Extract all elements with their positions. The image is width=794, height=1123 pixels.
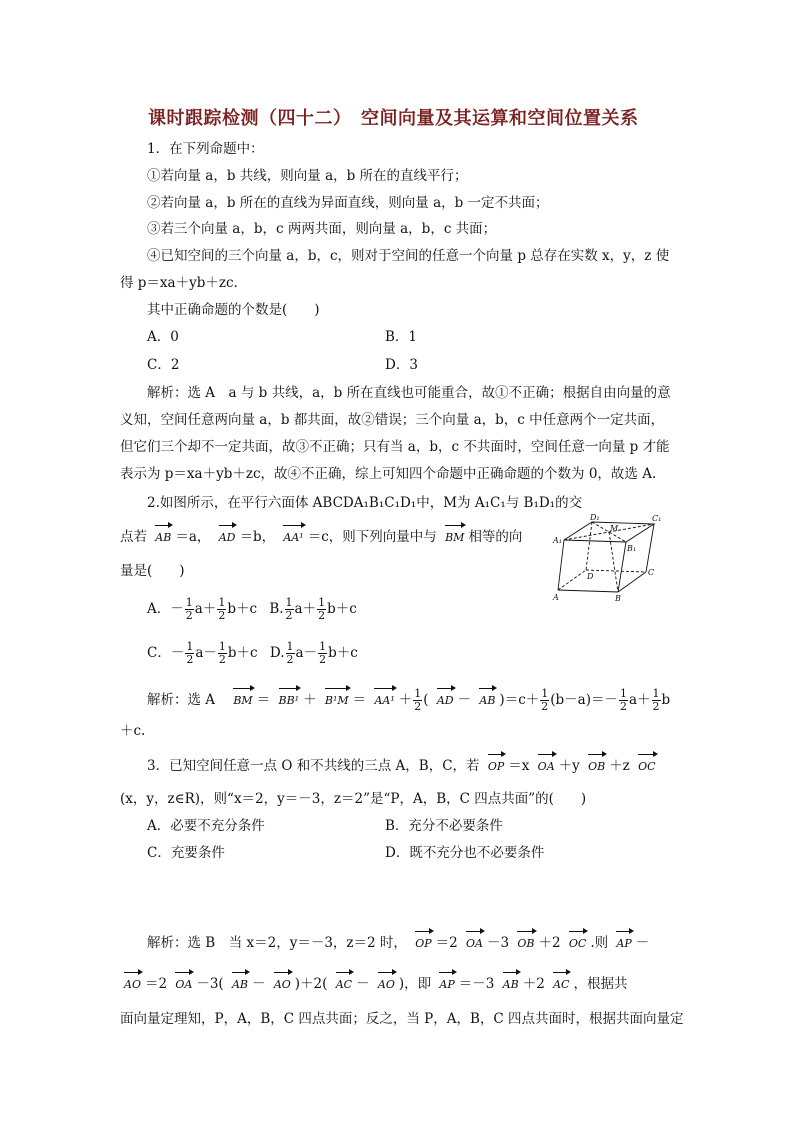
vector-oa: OA <box>538 758 555 776</box>
frac-num: 1 <box>318 596 326 609</box>
frac-den: 2 <box>186 653 194 666</box>
q3-text: ＝x <box>508 758 530 774</box>
fraction-one-half <box>185 641 194 666</box>
frac-num: 1 <box>319 640 327 653</box>
q3-stem-line-2: (x，y，z∈R)，则“x＝2，y＝－3，z＝2”是“P，A，B，C 四点共面”的( ) <box>120 791 587 807</box>
q2-stem-line-1: 2.如图所示，在平行六面体 ABCDA₁B₁C₁D₁中，M为 A₁C₁与 B₁D₁的交 <box>147 495 583 511</box>
vector-oa: OA <box>466 935 483 953</box>
frac-num: 1 <box>218 596 226 609</box>
figure-edge <box>618 542 626 592</box>
q1-solution-line-2: 义知，空间任意两向量 a，b 都共面，故②错误；三个向量 a，b，c 中任意两个一定共面， <box>120 412 665 428</box>
q3-text: ＋z <box>609 758 630 774</box>
option-label: A．－ <box>147 601 184 617</box>
vector-op: OP <box>415 935 431 953</box>
q3-text: )＋2( <box>294 976 328 992</box>
frac-den: 2 <box>652 700 660 713</box>
q2-options-row-2 <box>147 641 358 666</box>
q3-text: .则 <box>590 935 609 951</box>
q2-text: ＝c，则下列向量中与 <box>307 529 437 545</box>
option-text: a－ <box>195 645 217 661</box>
q2-text: 点若 <box>120 529 147 545</box>
q1-option-b: B．1 <box>385 329 418 345</box>
vector-ac: AC <box>336 976 352 994</box>
vector-ac: AC <box>553 976 569 994</box>
vector-op: OP <box>488 758 504 776</box>
q2-option-a <box>147 596 258 622</box>
q2-options-row-1 <box>147 597 357 622</box>
q1-solution-line-3: 但它们三个却不一定共面，故③不正确；只有当 a，b，c 不共面时，空间任意一向量 p 才能 <box>120 439 670 455</box>
frac-num: 1 <box>186 640 194 653</box>
q2-text: b <box>661 692 671 708</box>
figure-edge <box>618 572 646 592</box>
vector-oc: OC <box>638 758 655 776</box>
q3-text: 3．已知空间任意一点 O 和不共线的三点 A，B，C，若 <box>147 758 480 774</box>
q3-stem-line-1 <box>147 757 660 776</box>
fraction-one-half <box>218 641 227 666</box>
q3-text: ＋2 <box>522 976 545 992</box>
vector-ao: AO <box>378 976 395 994</box>
label-b: B <box>615 594 621 603</box>
q2-text: ＝a， <box>175 529 211 545</box>
q3-text: 解析：选 B 当 x＝2，y＝－3，z＝2 时， <box>147 935 407 951</box>
q1-proposition-4: ④已知空间的三个向量 a，b，c，则对于空间的任意一个向量 p 总存在实数 x，y，z 使 <box>147 248 670 264</box>
q3-text: ＝－3 <box>458 976 495 992</box>
vector-ap: AP <box>439 976 454 994</box>
q3-option-a: A．必要不充分条件 <box>147 818 265 834</box>
q2-option-d <box>269 640 358 666</box>
q2-text: ＝ <box>256 692 271 708</box>
fraction-one-half <box>540 688 549 713</box>
option-text: a＋ <box>194 601 217 617</box>
vector-ao: AO <box>274 976 291 994</box>
parallelepiped-figure <box>552 512 672 604</box>
vector-ad: AD <box>219 529 236 547</box>
vector-b1m: B¹M <box>325 692 349 710</box>
figure-edge <box>558 590 618 592</box>
frac-num: 1 <box>218 640 226 653</box>
frac-den: 2 <box>319 653 327 666</box>
frac-num: 1 <box>541 687 549 700</box>
frac-num: 1 <box>185 596 193 609</box>
fraction-one-half <box>318 641 327 666</box>
label-c: C <box>648 568 655 577</box>
q3-solution-line-2 <box>120 975 627 994</box>
q2-text: ＝ <box>352 692 367 708</box>
figure-hidden-edge <box>609 532 618 592</box>
q1-stem: 1．在下列命题中： <box>147 141 264 157</box>
label-c1: C₁ <box>652 514 662 523</box>
q3-text: ＝2 <box>435 935 458 951</box>
vector-ob: OB <box>517 935 534 953</box>
figure-hidden-edge <box>586 522 592 570</box>
option-label: C．－ <box>147 645 185 661</box>
q2-solution-line-2: ＋c. <box>120 723 146 739</box>
vector-bm: BM <box>233 692 252 710</box>
q1-proposition-2: ②若向量 a，b 所在的直线为异面直线，则向量 a，b 一定不共面； <box>147 195 549 211</box>
vector-aa1: AA¹ <box>374 692 394 710</box>
frac-den: 2 <box>414 700 422 713</box>
frac-num: 1 <box>285 596 293 609</box>
figure-edge <box>558 540 564 590</box>
frac-num: 1 <box>414 687 422 700</box>
q2-text: a＋ <box>628 692 651 708</box>
frac-den: 2 <box>285 609 293 622</box>
option-text: b＋c <box>328 645 358 661</box>
vector-oc: OC <box>569 935 586 953</box>
vector-oa: OA <box>175 976 192 994</box>
frac-den: 2 <box>185 609 193 622</box>
vector-bb1: BB¹ <box>279 692 300 710</box>
q3-text: － <box>252 976 266 992</box>
q2-text: )＝c＋ <box>499 692 540 708</box>
q2-text: 相等的向 <box>468 529 523 545</box>
vector-ab: AB <box>479 692 495 710</box>
frac-den: 2 <box>218 653 226 666</box>
q3-option-d: D．既不充分也不必要条件 <box>385 845 545 861</box>
fraction-one-half <box>619 688 628 713</box>
q3-text: － <box>356 976 370 992</box>
fraction-one-half <box>286 641 295 666</box>
frac-den: 2 <box>218 609 226 622</box>
figure-hidden-edge <box>558 570 586 590</box>
q1-option-d: D．3 <box>385 357 418 373</box>
q2-stem-line-3: 量是( ) <box>120 563 185 579</box>
vector-bm: BM <box>445 529 464 547</box>
option-text: b＋c <box>227 601 258 617</box>
fraction-one-half <box>317 597 326 622</box>
q3-option-b: B．充分不必要条件 <box>385 818 503 834</box>
label-a1: A₁ <box>553 536 562 545</box>
frac-num: 1 <box>652 687 660 700</box>
q3-text: ，根据共 <box>573 976 628 992</box>
frac-den: 2 <box>619 700 627 713</box>
fraction-one-half <box>652 688 661 713</box>
page-title: 课时跟踪检测（四十二） 空间向量及其运算和空间位置关系 <box>148 108 639 129</box>
option-label: B. <box>269 601 284 617</box>
option-text: a＋ <box>294 601 317 617</box>
vector-ad: AD <box>437 692 454 710</box>
q3-text: －3( <box>196 976 224 992</box>
q1-question: 其中正确命题的个数是( ) <box>147 302 320 318</box>
frac-den: 2 <box>286 653 294 666</box>
q2-text: 解析：选 A <box>147 692 216 708</box>
label-d: D <box>587 572 594 581</box>
q1-proposition-3: ③若三个向量 a，b，c 两两共面，则向量 a，b，c 共面； <box>147 221 497 237</box>
vector-ab: AB <box>503 976 519 994</box>
q2-option-b <box>269 596 357 622</box>
q1-proposition-1: ①若向量 a，b 共线，则向量 a，b 所在的直线平行； <box>147 168 468 184</box>
option-text: b＋c <box>327 601 357 617</box>
q2-text: ＋ <box>303 692 317 708</box>
q3-text: －3 <box>487 935 510 951</box>
q3-solution-line-1 <box>147 934 649 953</box>
q2-text: ＝b， <box>239 529 276 545</box>
vector-ap: AP <box>616 935 631 953</box>
fraction-one-half <box>217 597 226 622</box>
vector-aa1: AA¹ <box>283 529 303 547</box>
option-text: b＋c <box>227 645 258 661</box>
label-a: A <box>553 593 559 602</box>
vector-ab: AB <box>232 976 248 994</box>
figure-hidden-edge <box>586 570 646 572</box>
fraction-one-half <box>285 597 294 622</box>
q1-option-a: A．0 <box>147 329 179 345</box>
option-label: D. <box>269 645 285 661</box>
frac-num: 1 <box>619 687 627 700</box>
vector-ab: AB <box>155 529 171 547</box>
option-text: a－ <box>295 645 318 661</box>
q3-text: )，即 <box>398 976 432 992</box>
vector-ob: OB <box>588 758 605 776</box>
frac-den: 2 <box>541 700 549 713</box>
q2-stem-line-2 <box>120 528 522 547</box>
frac-den: 2 <box>318 609 326 622</box>
figure-edge <box>646 524 654 572</box>
fraction-one-half <box>413 688 422 713</box>
q3-option-c: C．充要条件 <box>147 845 225 861</box>
q2-text: ＋ <box>398 692 413 708</box>
label-b1: B₁ <box>627 544 637 553</box>
q3-text: ＋y <box>558 758 580 774</box>
q1-option-c: C．2 <box>147 357 180 373</box>
q3-solution-line-3: 面向量定理知，P，A，B，C 四点共面；反之，当 P，A，B，C 四点共面时，根据共面向量定 <box>120 1011 684 1027</box>
frac-num: 1 <box>286 640 294 653</box>
q2-solution-line-1 <box>147 688 670 713</box>
q3-text: － <box>635 935 650 951</box>
q1-solution-line-4: 表示为 p＝xa＋yb＋zc，故④不正确，综上可知四个命题中正确命题的个数为 0，故选 A. <box>120 466 657 482</box>
q2-text: ( <box>423 692 429 708</box>
q3-text: ＋2 <box>538 935 561 951</box>
q2-option-c <box>147 640 258 666</box>
q1-solution-line-1: 解析：选 A a 与 b 共线，a，b 所在直线也可能重合，故①不正确；根据自由向量的意 <box>147 385 671 401</box>
q1-proposition-4-cont: 得 p＝xa＋yb＋zc. <box>120 275 238 291</box>
q2-text: － <box>457 692 472 708</box>
q2-text: (b－a)＝－ <box>550 692 618 708</box>
label-d1: D₁ <box>590 513 600 522</box>
fraction-one-half <box>185 597 194 622</box>
vector-ao: AO <box>124 976 141 994</box>
q3-text: ＝2 <box>144 976 168 992</box>
label-m: M <box>610 524 619 533</box>
